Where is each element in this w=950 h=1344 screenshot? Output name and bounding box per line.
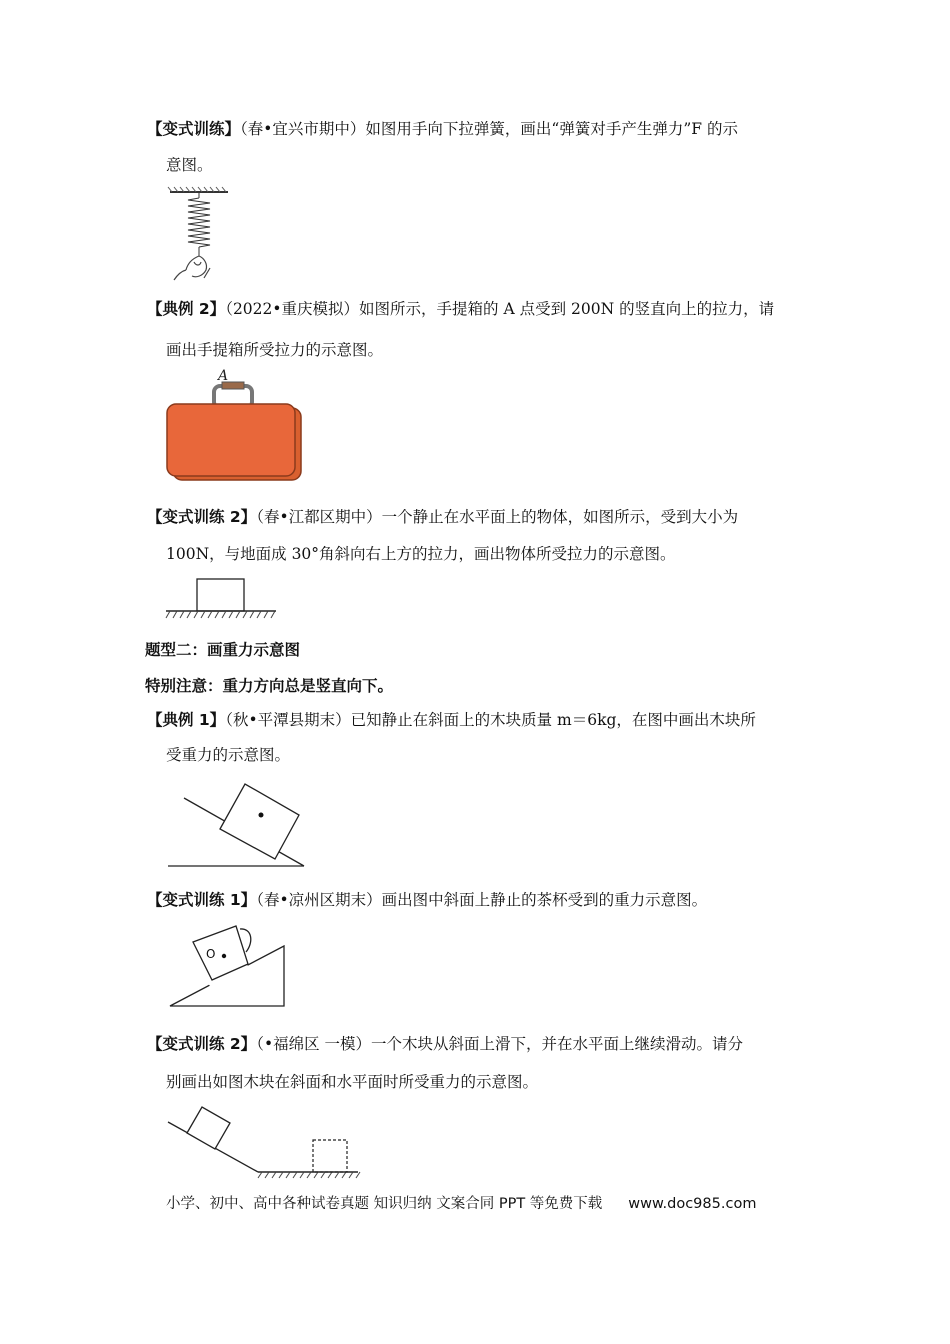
question-text-cont: 受重力的示意图。 [166,746,291,764]
question-tag: 【变式训练 2】 [147,1035,257,1053]
question-line [147,890,707,910]
question-text: 如图用手向下拉弹簧，画出“弹簧对手产生弹力”F 的示 [365,120,738,138]
question-source: （春•宜兴市期中） [240,120,366,138]
question-source: （秋•平潭县期末） [225,711,351,729]
question-source: （•福绵区 一模） [256,1035,372,1053]
footer-text: 小学、初中、高中各种试卷真题 知识归纳 文案合同 PPT 等免费下载 [166,1196,603,1212]
question-text: 已知静止在斜面上的木块质量 m＝6kg，在图中画出木块所 [350,711,756,729]
question-line [147,119,738,139]
question-tag: 【典例 1】 [147,711,226,729]
section-title: 题型二：画重力示意图 [145,641,301,659]
suitcase-figure [164,366,306,484]
question-text-cont: 意图。 [166,156,213,174]
question-text: 一个静止在水平面上的物体，如图所示，受到大小为 [381,508,739,526]
question-tag: 【变式训练 2】 [147,508,257,526]
section-note: 特别注意：重力方向总是竖直向下。 [145,677,394,695]
question-source: （春•凉州区期末） [256,891,382,909]
sliding-block-figure [166,1102,364,1182]
cup-on-incline-figure [166,920,290,1012]
footer-site: www.doc985.com [628,1196,757,1212]
point-o-label: O [206,947,216,961]
question-text: 画出图中斜面上静止的茶杯受到的重力示意图。 [381,891,708,909]
question-text-cont: 画出手提箱所受拉力的示意图。 [166,341,384,359]
question-text-cont: 别画出如图木块在斜面和水平面时所受重力的示意图。 [166,1073,539,1091]
question-line [147,710,756,730]
question-tag: 【变式训练】 [147,120,241,138]
question-text-cont: 100N，与地面成 30°角斜向右上方的拉力，画出物体所受拉力的示意图。 [166,545,676,563]
box-on-ground-figure [164,576,278,624]
question-text: 如图所示，手提箱的 A 点受到 200N 的竖直向上的拉力，请 [359,300,775,318]
page-footer [166,1192,756,1213]
question-source: （春•江都区期中） [256,508,382,526]
question-tag: 【变式训练 1】 [147,891,257,909]
block-on-incline-figure [166,778,308,870]
question-line [147,299,774,319]
question-tag: 【典例 2】 [147,300,226,318]
question-line [147,507,738,527]
question-source: （2022•重庆模拟） [225,300,360,318]
point-a-label: A [218,368,229,384]
spring-hand-figure [166,186,236,282]
question-line [147,1034,743,1054]
question-text: 一个木块从斜面上滑下，并在水平面上继续滑动。请分 [371,1035,744,1053]
